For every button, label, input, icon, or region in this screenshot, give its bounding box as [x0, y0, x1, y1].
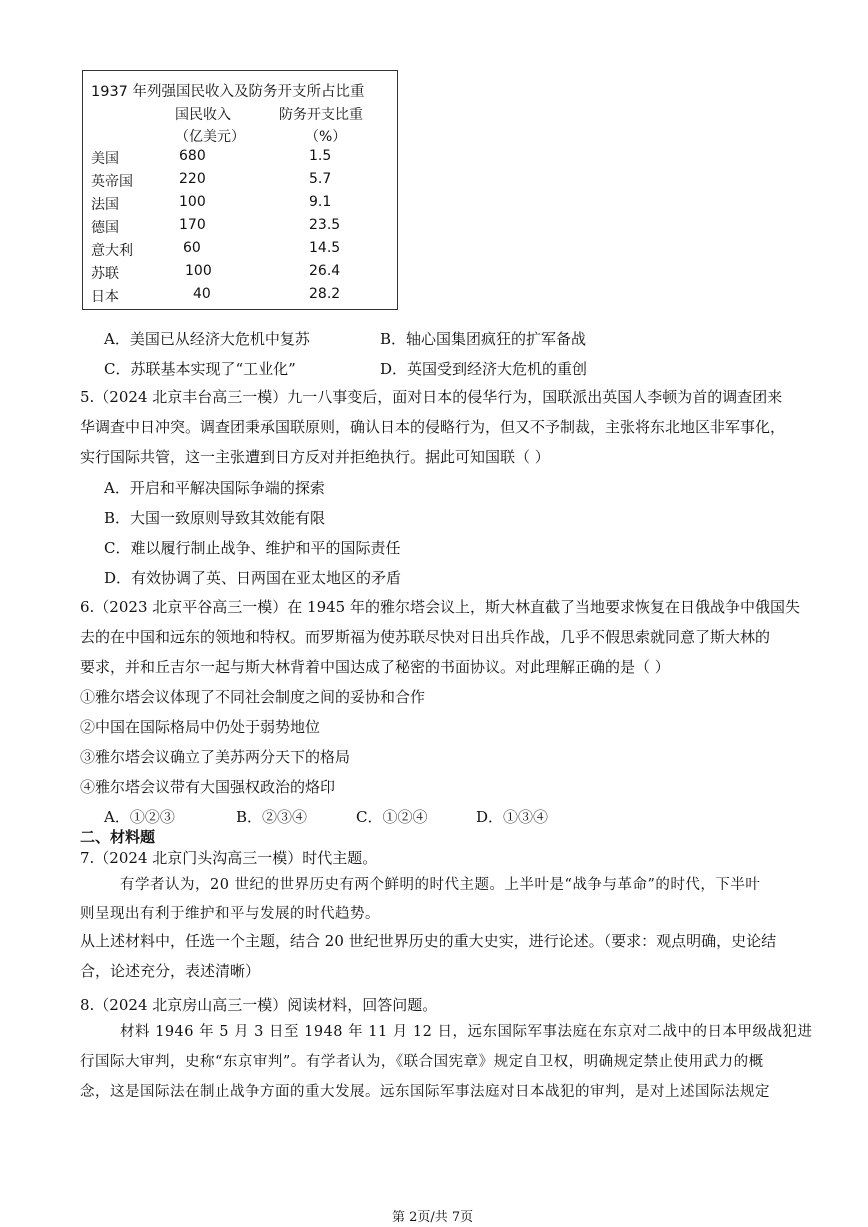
q5-option-d[interactable]: D．有效协调了英、日两国在亚太地区的矛盾: [104, 569, 402, 587]
table-header-ratio: 防务开支比重: [279, 107, 363, 123]
data-table: [82, 70, 398, 310]
table-cell-income: 40: [193, 286, 211, 302]
table-cell-income: 170: [179, 217, 206, 233]
table-cell-income: 60: [183, 240, 201, 256]
q8-material: [80, 1017, 812, 1107]
q8-material-line: 行国际大审判，史称“东京审判”。有学者认为，《联合国宪章》规定自卫权，明确规定禁止使用武力的概: [80, 1054, 764, 1070]
q6-statement: ②中国在国际格局中仍处于弱势地位: [80, 718, 321, 736]
table-cell-ratio: 14.5: [309, 240, 341, 256]
q7-material-line: 则呈现出有利于维护和平与发展的时代趋势。: [80, 906, 380, 922]
table-cell-country: 日本: [91, 289, 119, 305]
table-body: [83, 148, 397, 309]
table-cell-country: 意大利: [91, 243, 133, 259]
question-6-stem: [80, 592, 800, 682]
q7-material-line: 有学者认为，20 世纪的世界历史有两个鲜明的时代主题。上半叶是“战争与革命”的时代，下半叶: [120, 877, 761, 893]
question-7-head: 7.（2024 北京门头沟高三一模）时代主题。: [80, 849, 378, 867]
table-row: [83, 194, 397, 217]
section-title: 二、材料题: [80, 828, 156, 846]
q7-question-line: 合，论述充分，表述清晰）: [80, 962, 261, 980]
q7-question: [80, 926, 776, 986]
table-header-income: 国民收入: [175, 107, 231, 123]
table-cell-income: 220: [179, 171, 206, 187]
q5-option-a[interactable]: A．开启和平解决国际争端的探索: [104, 479, 325, 497]
q6-option-c[interactable]: C．①②④: [356, 808, 428, 826]
table-cell-ratio: 23.5: [309, 217, 341, 233]
q6-line: 要求，并和丘吉尔一起与斯大林背着中国达成了秘密的书面协议。对此理解正确的是（ ）: [80, 658, 670, 676]
question-5-stem: [80, 382, 800, 472]
q6-statement: ①雅尔塔会议体现了不同社会制度之间的妥协和合作: [80, 688, 426, 706]
q6-line: 去的在中国和远东的领地和特权。而罗斯福为使苏联尽快对日出兵作战，几乎不假思索就同意了斯大林的: [80, 628, 771, 646]
q6-option-b[interactable]: B．②③④: [236, 808, 308, 826]
table-cell-country: 法国: [91, 197, 119, 213]
q5-line: 5.（2024 北京丰台高三一模）九一八事变后，面对日本的侵华行为，国联派出英国人李顿为首的调查团来: [80, 388, 783, 406]
table-cell-country: 美国: [91, 151, 119, 167]
q4-option-b[interactable]: B．轴心国集团疯狂的扩军备战: [380, 330, 587, 348]
table-cell-country: 英帝国: [91, 174, 133, 190]
q6-line: 6.（2023 北京平谷高三一模）在 1945 年的雅尔塔会议上，斯大林直截了当地要求恢复在日俄战争中俄国失: [80, 598, 800, 616]
q5-option-b[interactable]: B．大国一致原则导致其效能有限: [104, 509, 326, 527]
q6-option-d[interactable]: D．①③④: [476, 808, 549, 826]
question-8-head: 8.（2024 北京房山高三一模）阅读材料，回答问题。: [80, 996, 438, 1014]
q7-material: [80, 871, 760, 929]
table-cell-country: 德国: [91, 220, 119, 236]
q6-statements: [80, 682, 425, 802]
table-row: [83, 286, 397, 309]
q6-statement: ③雅尔塔会议确立了美苏两分天下的格局: [80, 748, 351, 766]
q4-option-d[interactable]: D．英国受到经济大危机的重创: [380, 360, 588, 378]
table-unit-income: （亿美元）: [175, 129, 245, 145]
table-row: [83, 263, 397, 286]
table-cell-income: 680: [179, 148, 206, 164]
table-row: [83, 217, 397, 240]
table-cell-ratio: 26.4: [309, 263, 341, 279]
table-row: [83, 171, 397, 194]
q7-question-line: 从上述材料中，任选一个主题，结合 20 世纪世界历史的重大史实，进行论述。（要求：观点明确，史论结: [80, 932, 777, 950]
table-unit-ratio: （%）: [305, 129, 347, 145]
q6-statement: ④雅尔塔会议带有大国强权政治的烙印: [80, 778, 336, 796]
table-cell-ratio: 28.2: [309, 286, 341, 302]
table-cell-income: 100: [179, 194, 206, 210]
q4-option-c[interactable]: C．苏联基本实现了“工业化”: [104, 360, 296, 378]
q8-material-line: 材料 1946 年 5 月 3 日至 1948 年 11 月 12 日，远东国际军事法庭在东京对二战中的日本甲级战犯进: [120, 1024, 813, 1040]
q5-line: 实行国际共管，这一主张遭到日方反对并拒绝执行。据此可知国联（ ）: [80, 448, 550, 466]
q5-option-c[interactable]: C．难以履行制止战争、维护和平的国际责任: [104, 539, 401, 557]
table-cell-income: 100: [185, 263, 212, 279]
table-title: 1937 年列强国民收入及防务开支所占比重: [91, 84, 365, 100]
q6-option-a[interactable]: A．①②③: [104, 808, 175, 826]
page-number: 第 2页/共 7页: [392, 1210, 474, 1225]
table-cell-ratio: 1.5: [309, 148, 332, 164]
table-cell-country: 苏联: [91, 266, 119, 282]
table-row: [83, 240, 397, 263]
q5-line: 华调查中日冲突。调查团秉承国联原则，确认日本的侵略行为，但又不予制裁，主张将东北地区非军事化，: [80, 418, 786, 436]
table-cell-ratio: 9.1: [309, 194, 332, 210]
q8-material-line: 念，这是国际法在制止战争方面的重大发展。远东国际军事法庭对日本战犯的审判，是对上述国际法规定: [80, 1084, 770, 1100]
table-row: [83, 148, 397, 171]
q4-option-a[interactable]: A．美国已从经济大危机中复苏: [104, 330, 310, 348]
table-cell-ratio: 5.7: [309, 171, 332, 187]
